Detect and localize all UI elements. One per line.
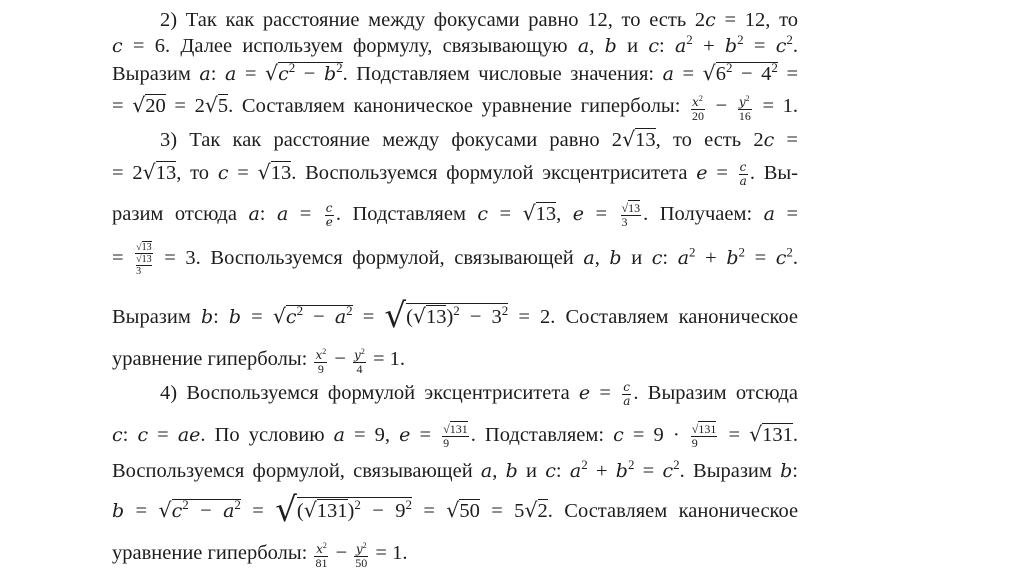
fraction: $\frac{√13}{3}$ bbox=[621, 200, 641, 229]
text-line: c: c = ae. По условию a = 9, e = $\frac{√131}{9}$ . Подставляем: c = 9 · $\frac{√131}{9}$ = √131. bbox=[112, 421, 799, 450]
fraction: $\frac{√131}{9}$ bbox=[443, 421, 468, 450]
text-line: $b = √c^2 - a^2 = √(√131)^2 - 9^2 = √50 = 5√2$. Составляем каноническое bbox=[112, 490, 799, 530]
fraction: $\frac{c}{a}$ bbox=[623, 380, 631, 408]
text-line: Выразим a: $a = √c^2 - b^2$. Подставляем числовые значения: $a = √6^2 - 4^2$ = bbox=[112, 60, 799, 85]
text-line: 4) Воспользуемся формулой эксцентриситета e = $\frac{c}{a}$ . Выразим отсюда bbox=[160, 380, 798, 408]
text-line: c = 6. Далее используем формулу, связывающую a, b и c: $a^2 + b^2 = c^2$. bbox=[112, 32, 798, 57]
text-line: разим отсюда a: a = $\frac{c}{e}$ . Подставляем c = √13, e = $\frac{√13}{3}$ . Получаем: a = bbox=[112, 200, 799, 229]
text-line: Выразим b: $b = √c^2 - a^2 = √(√13)^2 - 3^2 = 2$. Составляем каноническое bbox=[112, 296, 799, 336]
text-line: уравнение гиперболы: $\frac{x^2}{81}$ − $\frac{y^2}{50}$ = 1. bbox=[112, 541, 408, 570]
fraction: $\frac{y^2}{16}$ bbox=[738, 94, 751, 123]
text-line: = 2√13, то c = √13. Воспользуемся формулой эксцентриситета e = $\frac{c}{a}$ . Вы- bbox=[112, 159, 799, 188]
fraction: $\frac{x^2}{81}$ bbox=[315, 541, 328, 570]
fraction: $\frac{c}{e}$ bbox=[325, 200, 333, 229]
text-line: Воспользуемся формулой, связывающей a, b и c: $a^2 + b^2 = c^2$. Выразим b: bbox=[112, 457, 798, 482]
text-line: = √20 = 2√5. Составляем каноническое уравнение гиперболы: $\frac{x^2}{20}$ − $\frac{y^2}{16}$ = 1. bbox=[112, 93, 799, 123]
text-line: уравнение гиперболы: $\frac{x^2}{9}$ − $\frac{y^2}{4}$ = 1. bbox=[112, 347, 406, 376]
fraction: $\frac{y^2}{50}$ bbox=[355, 541, 368, 570]
fraction: $\frac{x^2}{9}$ bbox=[315, 347, 327, 376]
fraction: $\frac{c}{a}$ bbox=[739, 159, 747, 188]
text-line: = $\frac{√13}{\frac{√13}{3}}$ = 3. Воспользуемся формулой, связывающей a, b и c: $a^2 + b^2 = c^2$. bbox=[112, 242, 799, 277]
text-line: 3) Так как расстояние между фокусами равно 2√13, то есть 2c = bbox=[160, 127, 798, 151]
fraction: $\frac{y^2}{4}$ bbox=[354, 347, 365, 376]
text-line: 2) Так как расстояние между фокусами равно 12, то есть 2c = 12, то bbox=[160, 9, 799, 31]
fraction: $\frac{√13}{\frac{√13}{3}}$ bbox=[136, 242, 152, 277]
fraction: $\frac{x^2}{20}$ bbox=[692, 94, 705, 123]
fraction: $\frac{√131}{9}$ bbox=[691, 421, 717, 450]
